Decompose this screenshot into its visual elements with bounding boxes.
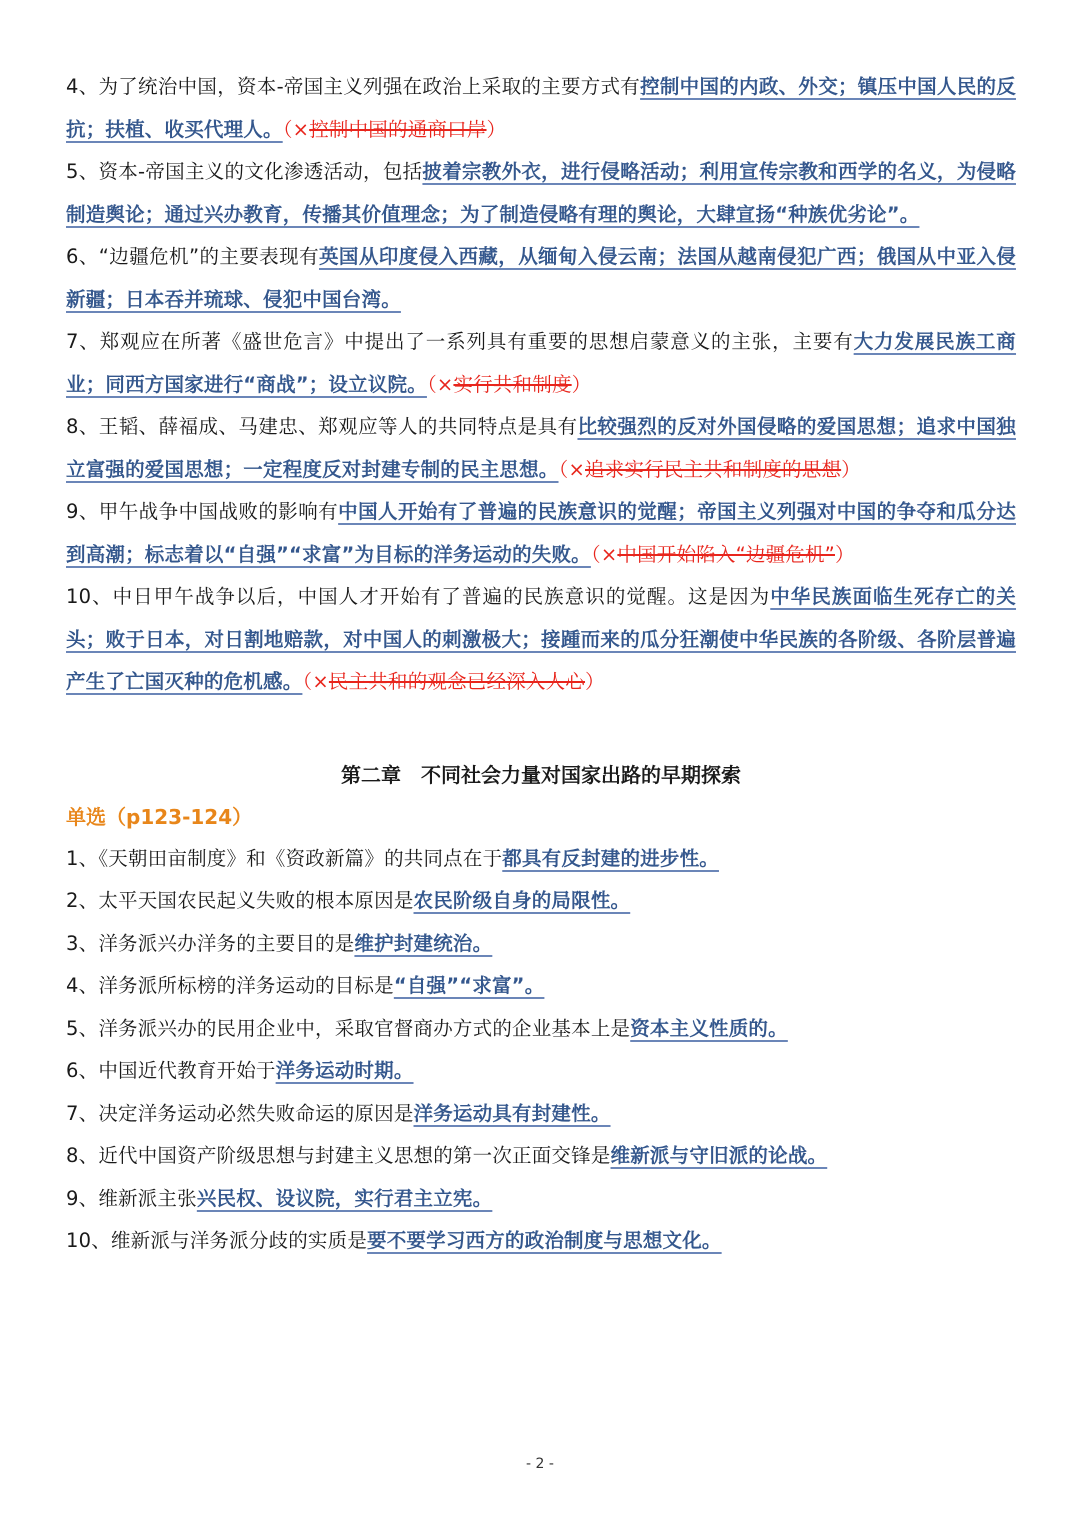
question-item [66,406,1016,491]
question-number: 6、 [66,245,99,268]
chapter1-answers [66,66,1016,704]
document-body [66,66,1016,1263]
wrong-mark: （× [590,542,618,566]
question-number: 10、 [66,585,113,608]
wrong-option-text: 追求实行民主共和制度的思想 [585,457,842,481]
wrong-option [427,373,591,396]
chapter-title: 第二章 不同社会力量对国家出路的早期探索 [341,762,741,787]
answer-text: 维新派与守旧派的论战。 [610,1144,828,1167]
answer-text: 披着宗教外衣，进行侵略活动；利用宣传宗教和西学的名义，为侵略制造舆论；通过兴办教育，传播其价值理念；为了制造侵略有理的舆论，大肆宣扬“种族优劣论”。 [66,160,1016,226]
question-number: 6、 [66,1059,99,1082]
wrong-close: ） [571,372,592,396]
answer-text: 洋务运动具有封建性。 [413,1101,611,1125]
question-item [66,151,1016,236]
wrong-mark: （× [282,117,310,141]
answer-text: 要不要学习西方的政治制度与思想文化。 [367,1229,722,1252]
question-item [66,1220,1016,1263]
answer-text: 控制中国的内政、外交；镇压中国人民的反抗；扶植、收买代理人。 [66,75,1016,141]
wrong-option [559,458,861,481]
page-number: - 2 - [526,1456,554,1472]
answer-text: 农民阶级自身的局限性。 [413,889,631,912]
chapter2-answers [66,838,1016,1263]
question-text: 中日甲午战争以后，中国人才开始有了普遍的民族意识的觉醒。这是因为 [112,585,771,608]
question-text: 太平天国农民起义失败的根本原因是 [98,889,414,912]
wrong-close: ） [585,670,605,693]
question-number: 2、 [66,889,99,912]
wrong-option-text: 控制中国的通商口岸 [309,117,487,141]
answer-text: 资本主义性质的。 [630,1016,788,1040]
question-text: 郑观应在所著《盛世危言》中提出了一系列具有重要的思想启蒙意义的主张，主要有 [99,330,854,353]
question-text: 资本-帝国主义的文化渗透活动，包括 [98,160,423,183]
answer-text: 大力发展民族工商业；同西方国家进行“商战”；设立议院。 [66,330,1017,396]
wrong-mark: （× [558,457,586,481]
question-item [66,1050,1016,1093]
wrong-close: ） [841,457,861,481]
question-text: 维新派与洋务派分歧的实质是 [110,1229,368,1252]
answer-text: “自强”“求富”。 [393,974,545,997]
question-text: 维新派主张 [98,1186,197,1210]
question-item [66,965,1016,1008]
question-text: 甲午战争中国战败的影响有 [98,500,339,523]
question-number: 1、 [66,846,99,870]
question-item [66,576,1016,704]
answer-text: 比较强烈的反对外国侵略的爱国思想；追求中国独立富强的爱国思想；一定程度反对封建专制的民主思想。 [66,415,1016,481]
question-number: 10、 [66,1229,111,1252]
answer-text: 都具有反封建的进步性。 [502,846,719,870]
question-text: 洋务派兴办的民用企业中，采取官督商办方式的企业基本上是 [98,1016,631,1040]
question-text: 为了统治中国，资本-帝国主义列强在政治上采取的主要方式有 [98,75,641,98]
question-item [66,1135,1016,1178]
wrong-close: ） [834,542,855,566]
question-item [66,923,1016,966]
wrong-option [283,118,507,141]
answer-text: 维护封建统治。 [354,931,493,955]
section-label: 单选（p123-124） [66,804,253,829]
question-number: 4、 [66,974,99,997]
answer-text: 兴民权、设议院，实行君主立宪。 [196,1186,493,1210]
question-item [66,321,1016,406]
question-number: 5、 [66,1016,99,1040]
question-number: 9、 [66,500,99,523]
question-text: 中国近代教育开始于 [98,1059,276,1082]
wrong-close: ） [486,117,507,141]
answer-text: 洋务运动时期。 [275,1059,414,1082]
question-number: 8、 [66,415,99,438]
question-number: 7、 [66,330,100,353]
question-item [66,838,1016,881]
question-number: 8、 [66,1144,99,1167]
wrong-mark: （× [302,670,329,693]
question-text: 《天朝田亩制度》和《资政新篇》的共同点在于 [98,846,503,870]
question-number: 3、 [66,931,99,955]
question-number: 5、 [66,160,99,183]
question-number: 9、 [66,1186,99,1210]
question-text: “边疆危机”的主要表现有 [98,245,319,268]
question-number: 4、 [66,75,99,98]
question-item [66,491,1016,576]
wrong-option-text: 中国开始陷入“边疆危机” [617,542,835,566]
answer-text: 中华民族面临生死存亡的关头；败于日本，对日割地赔款，对中国人的刺激极大；接踵而来的瓜分狂潮使中华民族的各阶级、各阶层普遍产生了亡国灭种的危机感。 [66,585,1017,693]
wrong-option [591,543,855,566]
wrong-option [302,670,604,693]
question-text: 决定洋务运动必然失败命运的原因是 [98,1101,414,1125]
wrong-option-text: 实行共和制度 [453,372,572,396]
question-item [66,1093,1016,1136]
wrong-option-text: 民主共和的观念已经深入人心 [328,670,586,693]
wrong-mark: （× [426,372,454,396]
answer-text: 英国从印度侵入西藏，从缅甸入侵云南；法国从越南侵犯广西；俄国从中亚入侵新疆；日本吞并琉球、侵犯中国台湾。 [66,245,1016,311]
question-text: 王韬、薛福成、马建忠、郑观应等人的共同特点是具有 [98,415,578,438]
question-text: 近代中国资产阶级思想与封建主义思想的第一次正面交锋是 [98,1144,611,1167]
answer-text: 中国人开始有了普遍的民族意识的觉醒；帝国主义列强对中国的争夺和瓜分达到高潮；标志着以“自强”“求富”为目标的洋务运动的失败。 [66,500,1016,566]
question-item [66,880,1016,923]
question-text: 洋务派兴办洋务的主要目的是 [98,931,355,955]
question-item [66,236,1016,321]
question-item [66,1178,1016,1221]
question-item [66,1008,1016,1051]
question-text: 洋务派所标榜的洋务运动的目标是 [98,974,394,997]
question-number: 7、 [66,1101,99,1125]
question-item [66,66,1016,151]
